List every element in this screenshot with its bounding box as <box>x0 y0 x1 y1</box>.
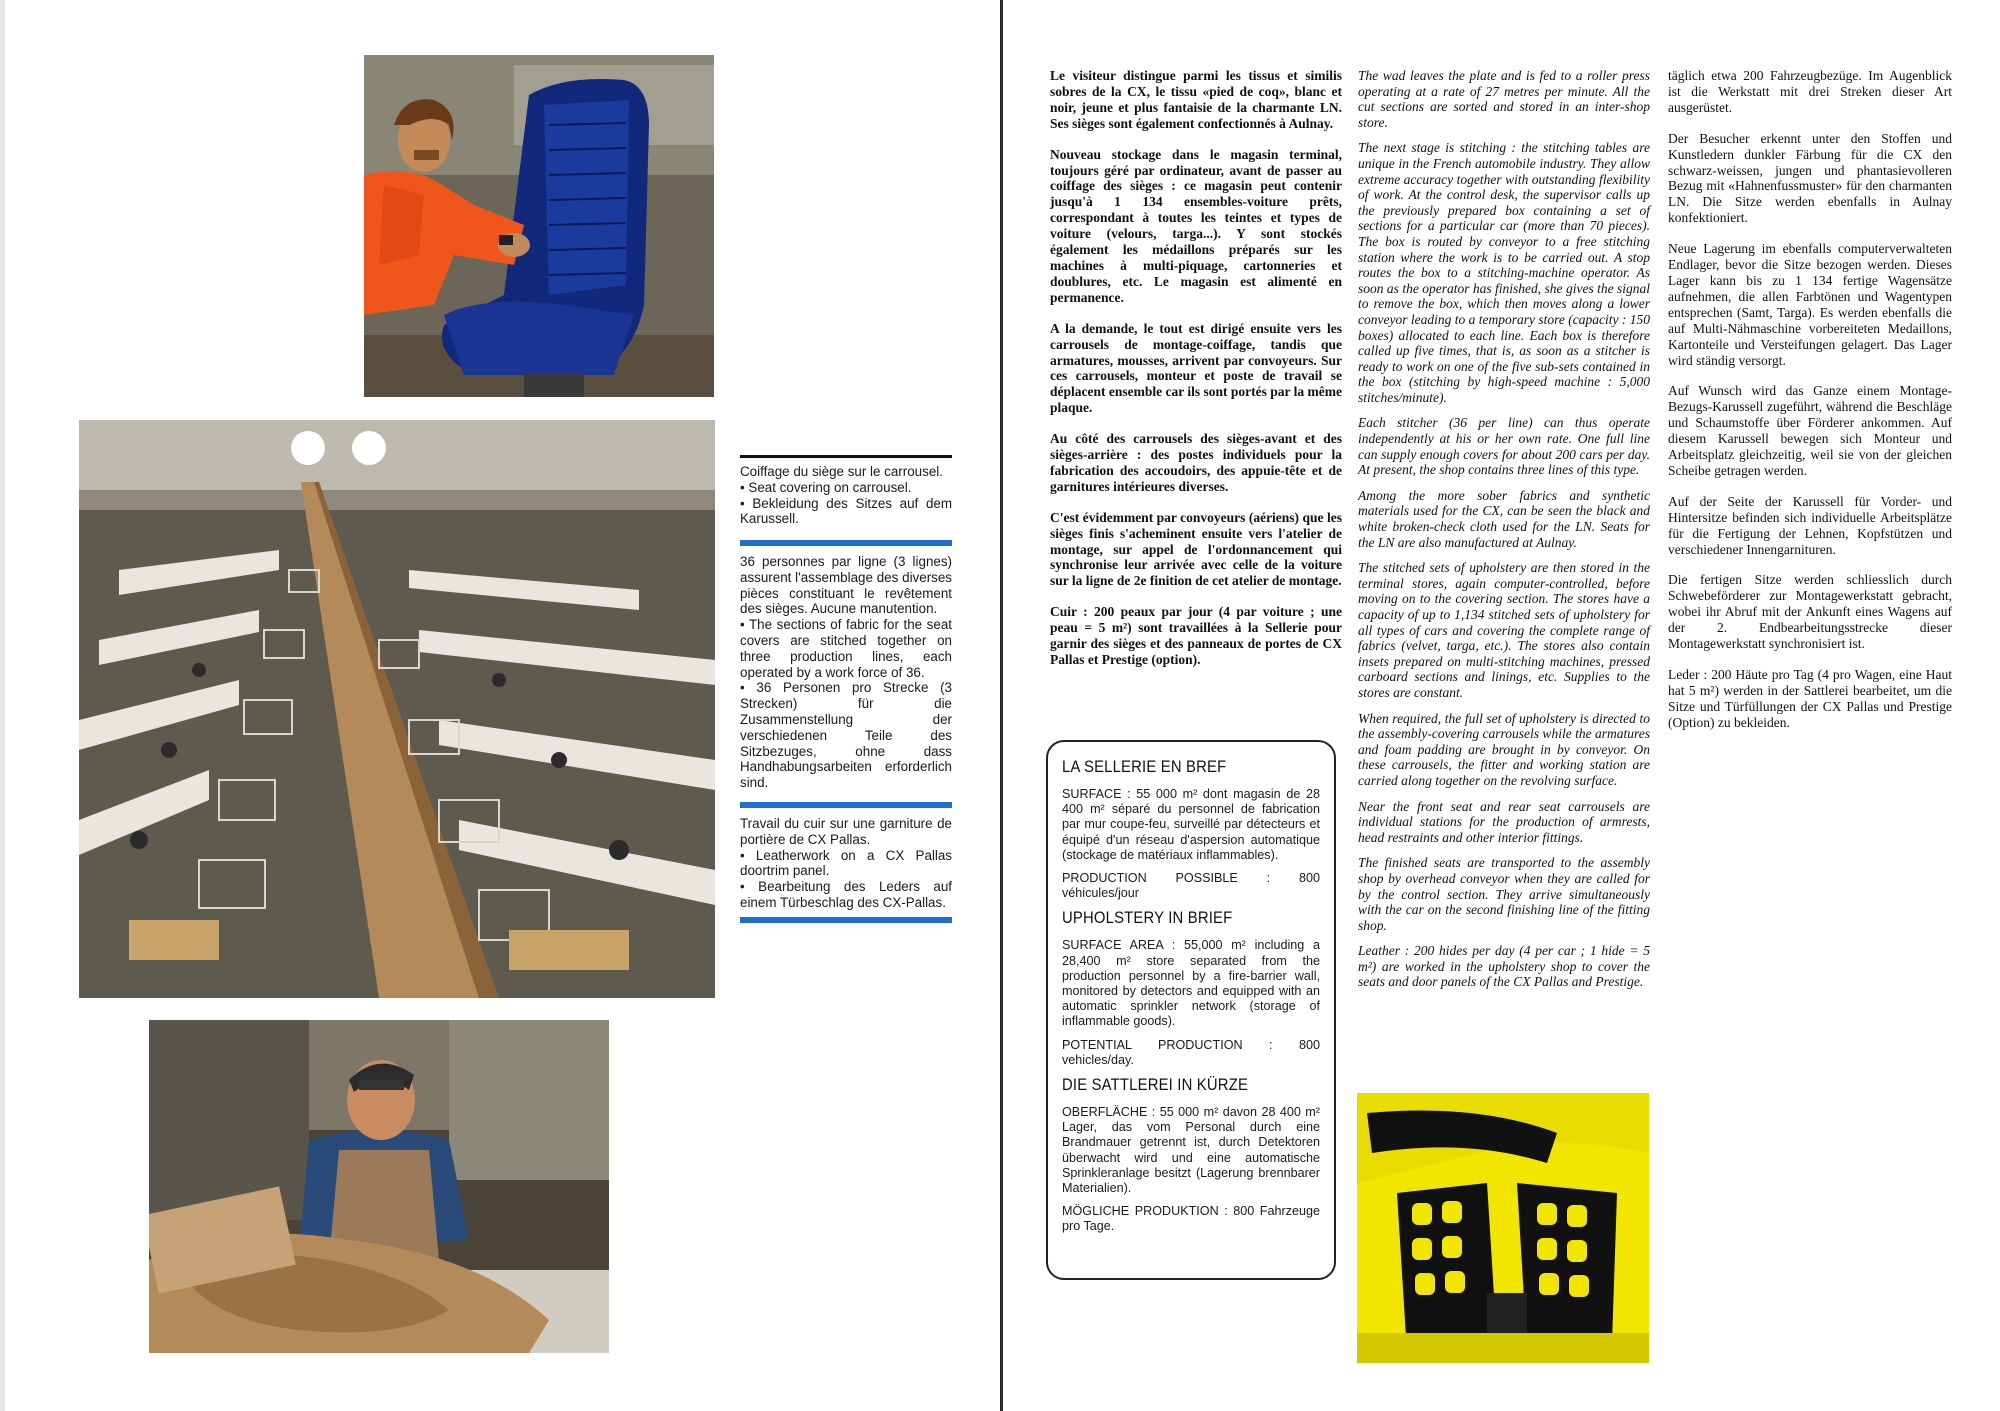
fr-paragraph: Cuir : 200 peaux par jour (4 par voiture ; une peau = 5 m²) sont travaillées à la Sellerie pour garnir des sièges et des panneaux de portes de CX Pallas et Prestige (option). <box>1050 604 1342 667</box>
en-paragraph: When required, the full set of upholstery is directed to the assembly-covering carrousels while the armatures and foam padding are brought in by conveyor. On these carrousels, the fitter and working station are carried along together on the revolving surface. <box>1358 710 1650 788</box>
caption-3-de: • Bearbeitung des Leders auf einem Türbeschlag des CX-Pallas. <box>740 879 952 910</box>
fr-paragraph: Au côté des carrousels des sièges-avant et des sièges-arrière : des postes individuels pour la fabrication des accoudoirs, des appuie-tête et de garnitures intérieures diverses. <box>1050 431 1342 494</box>
french-column <box>1050 68 1342 683</box>
infobox-text: MÖGLICHE PRODUKTION : 800 Fahrzeuge pro Tage. <box>1062 1204 1320 1234</box>
caption-3-en: • Leatherwork on a CX Pallas doortrim panel. <box>740 847 952 879</box>
infobox-heading-en: UPHOLSTERY IN BRIEF <box>1062 909 1233 928</box>
english-column <box>1358 68 1650 1000</box>
caption-2-de: • 36 Personen pro Strecke (3 Strecken) für die Zusammenstellung der verschiedenen Teile des Sitzbezuges, ohne dass Handhabungsarbeiten erforderlich sind. <box>740 680 952 791</box>
en-paragraph: The stitched sets of upholstery are then stored in the terminal stores, again computer-controlled, before moving on to the covering section. The stores have a capacity of up to 1,134 stitched sets of upholstery for all types of cars and covering the complete range of fabrics (velvet, targa, etc.). The stores also contain insets prepared on multi-stitching machines, pressed carboard sections and linings, etc. Supplies to the stores are constant. <box>1358 560 1650 700</box>
de-paragraph: Auf der Seite der Karussell für Vorder- und Hintersitze befinden sich individuelle Arbeitsplätze für die Fertigung der Lehnen, Kopfstützen und verschiedener Innengarnituren. <box>1668 493 1952 557</box>
infobox-text: OBERFLÄCHE : 55 000 m² davon 28 400 m² Lager, das vom Personal durch eine Brandmauer getrennt ist, durch Detektoren überwacht wird und eine automatische Sprinkleranlage besitzt (Lagerung brennbarer Materialien). <box>1062 1105 1320 1196</box>
caption-2-fr: 36 personnes par ligne (3 lignes) assurent l'assemblage des diverses pièces constituant le revêtement des sièges. Aucune manutention. <box>740 554 952 617</box>
german-column <box>1668 68 1952 746</box>
de-paragraph: täglich etwa 200 Fahrzeugbezüge. Im Augenblick ist die Werkstatt mit drei Streken dieser Art ausgerüstet. <box>1668 68 1952 115</box>
infobox-heading-fr: LA SELLERIE EN BREF <box>1062 758 1227 776</box>
infobox-text: PRODUCTION POSSIBLE : 800 véhicules/jour <box>1062 871 1320 901</box>
infobox-text: SURFACE AREA : 55,000 m² including a 28,400 m² store separated from the production personnel by a fire-barrier wall, monitored by detectors and equipped with an automatic sprinkler network (storage of inflammable goods). <box>1062 938 1320 1029</box>
caption-1-de: • Bekleidung des Sitzes auf dem Karussell. <box>740 495 952 527</box>
page-gutter <box>1000 0 1003 1411</box>
fr-paragraph: A la demande, le tout est dirigé ensuite vers les carrousels de montage-coiffage, tandis que armatures, mousses, arrivent par convoyeurs. Sur ces carrousels, monteur et poste de travail se déplacent ensemble car ils sont portés par la même plaque. <box>1050 320 1342 416</box>
caption-1 <box>740 455 952 527</box>
photo-seat-covering <box>364 55 714 397</box>
de-paragraph: Neue Lagerung im ebenfalls computerverwalteten Endlager, bevor die Sitze bezogen werden. Dieses Lager kann bis zu 1 134 fertige Wagensätze aufnehmen, die allen Farbtönen und Wagentypen entsprechen (Samt, Targa). Es werden ebenfalls die auf Multi-Nähmaschine vorbereiteten Medaillons, Kartonteile und Versteifungen gelagert. Das Lager wird ständig versorgt. <box>1668 241 1952 368</box>
caption-3 <box>740 802 952 923</box>
infobox-text: POTENTIAL PRODUCTION : 800 vehicles/day. <box>1062 1037 1320 1067</box>
photo-yellow-interior <box>1357 1093 1649 1363</box>
caption-rule-blue <box>740 540 952 546</box>
de-paragraph: Leder : 200 Häute pro Tag (4 pro Wagen, eine Haut hat 5 m²) werden in der Sattlerei bearbeitet, um die Sitze und Türfüllungen der CX Pallas und Prestige (Option) zu bekleiden. <box>1668 667 1952 730</box>
de-paragraph: Die fertigen Sitze werden schliesslich durch Schwebeförderer zur Montagewerkstatt gebracht, wobei ihr Abruf mit der Ankunft eines Wagens auf der 2. Endbearbeitungsstrecke dieser Montagewerkstatt synchronisiert ist. <box>1668 572 1952 652</box>
en-paragraph: Each stitcher (36 per line) can thus operate independently at his or her own rate. One full line can supply enough covers for about 200 cars per day. At present, the shop contains three lines of this type. <box>1358 415 1650 478</box>
page-edge <box>0 0 5 1411</box>
caption-1-fr: Coiffage du siège sur le carrousel. <box>740 464 943 479</box>
en-paragraph: Leather : 200 hides per day (4 per car ; 1 hide = 5 m²) are worked in the upholstery shop to cover the seats and door panels of the CX Pallas and Prestige. <box>1358 943 1650 990</box>
caption-1-en: • Seat covering on carrousel. <box>740 479 912 495</box>
fr-paragraph: C'est évidemment par convoyeurs (aériens) que les sièges finis s'acheminent ensuite vers l'atelier de montage, sur appel de l'ordonnancement qui synchronise leur arrivée avec celle de la voiture sur la ligne de 2e finition de cet atelier de montage. <box>1050 509 1342 589</box>
fr-paragraph: Le visiteur distingue parmi les tissus et similis sobres de la CX, le tissu «pied de coq», blanc et noir, jeune et plus fantaisie de la charmante LN. Ses sièges sont également confectionnés à Aulnay. <box>1050 68 1342 131</box>
caption-3-fr: Travail du cuir sur une garniture de portière de CX Pallas. <box>740 816 952 847</box>
caption-rule-blue <box>740 802 952 808</box>
infobox-heading-de: DIE SATTLEREI IN KÜRZE <box>1062 1076 1249 1095</box>
en-paragraph: The finished seats are transported to the assembly shop by overhead conveyor when they are called for by the control section. They arrive simultaneously with the car on the second finishing line of the fitting shop. <box>1358 855 1650 933</box>
caption-rule-blue <box>740 917 952 923</box>
en-paragraph: The next stage is stitching : the stitching tables are unique in the French automobile industry. They allow extreme accuracy together with outstanding flexibility of work. At the control desk, the supervisor calls up the previously prepared box containing a set of sections for a particular car (more than 70 pieces). The box is routed by conveyor to a free stitching station where the work is to be carried out. A stop routes the box to a stitching-machine operator. As soon as the operator has finished, she gives the signal to remove the box, which then moves along a lower conveyor leading to a temporary store (capacity : 150 boxes) allocated to each line. Each box is therefore called up five times, that is, as soon as a stitcher is ready to work on one of the five sub-sets contained in the box (stitching by high-speed machine : 5,000 stitches/minute). <box>1358 140 1650 405</box>
caption-rule <box>740 455 952 458</box>
caption-2-en: • The sections of fabric for the seat covers are stitched together on three production lines, each operated by a work force of 36. <box>740 617 952 680</box>
infobox-text: SURFACE : 55 000 m² dont magasin de 28 400 m² séparé du personnel de fabrication par mur coupe-feu, surveillé par détecteurs et équipé d'un réseau d'aspersion automatique (stockage de matériaux inflammables). <box>1062 787 1320 862</box>
de-paragraph: Auf Wunsch wird das Ganze einem Montage-Bezugs-Karussell zugeführt, während die Beschläge und Schaumstoffe über Förderer ankommen. Auf diesem Karussell bewegen sich Monteur und Arbeitsplatz gleichzeitig, weil sie von der gleichen Scheibe getragen werden. <box>1668 383 1952 478</box>
fr-paragraph: Nouveau stockage dans le magasin terminal, toujours géré par ordinateur, avant de passer au coiffage des sièges : ce magasin peut contenir jusqu'à 1 134 ensembles-voiture prêts, correspondant à toutes les teintes et types de voiture (velours, targa...). Y sont stockés également les médaillons préparés sur les machines à multi-piquage, cartonneries et doublures, etc. Le magasin est alimenté en permanence. <box>1050 146 1342 305</box>
en-paragraph: The wad leaves the plate and is fed to a roller press operating at a rate of 27 metres per minute. All the cut sections are sorted and stored in an inter-shop store. <box>1358 68 1650 130</box>
photo-stitching-line <box>79 420 715 998</box>
photo-leather-work <box>149 1020 609 1353</box>
en-paragraph: Near the front seat and rear seat carrousels are individual stations for the production of armrests, head restraints and other interior fittings. <box>1358 798 1650 845</box>
caption-2 <box>740 540 952 791</box>
en-paragraph: Among the more sober fabrics and synthetic materials used for the CX, can be seen the black and white broken-check cloth used for the LN. Seats for the LN are also manufactured at Aulnay. <box>1358 487 1650 550</box>
info-box <box>1046 740 1336 1280</box>
de-paragraph: Der Besucher erkennt unter den Stoffen und Kunstledern dunkler Färbung für die CX den schwarz-weissen, jungen und phantasievolleren Bezug mit «Hahnenfussmuster» für den charmanten LN. Die Sitze werden ebenfalls in Aulnay konfektioniert. <box>1668 130 1952 226</box>
